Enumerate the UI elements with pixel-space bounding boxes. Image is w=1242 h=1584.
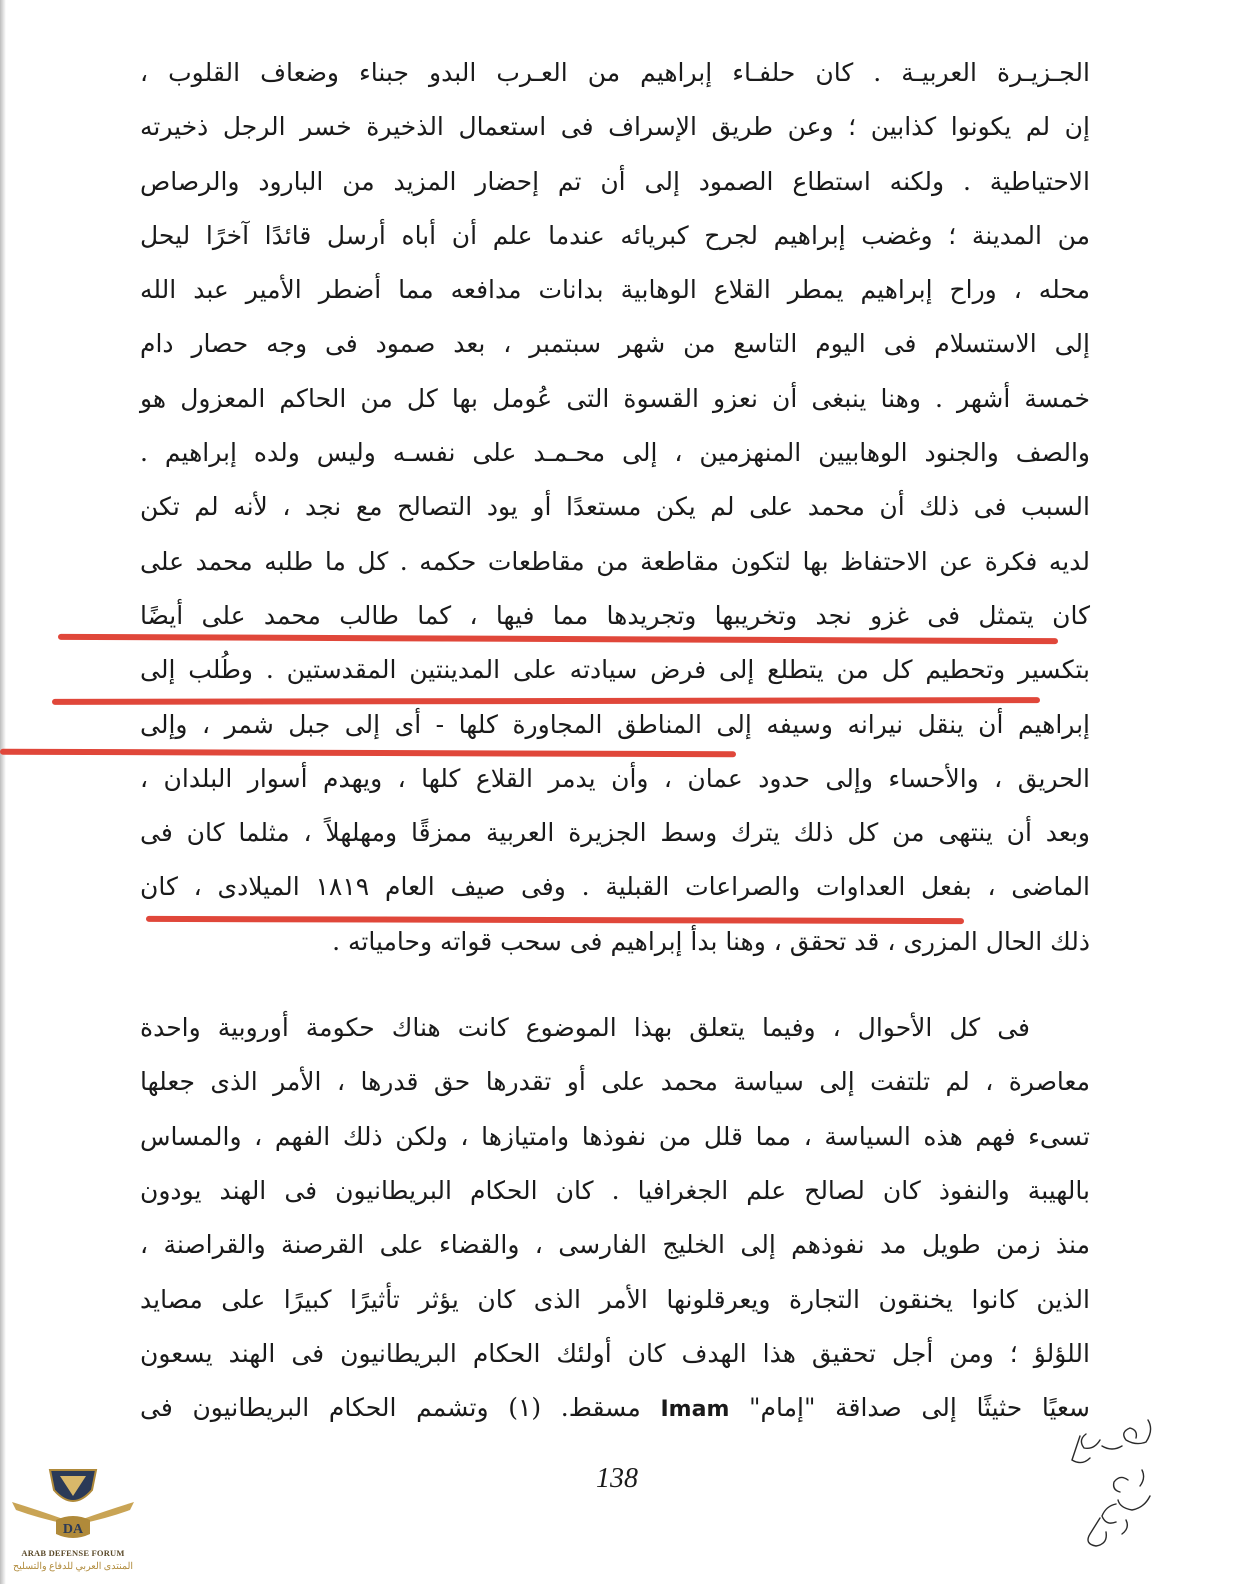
text-line: من المدينة ؛ وغضب إبراهيم لجرح كبريائه عندما علم أن أباه أرسل قائدًا آخرًا ليحل bbox=[140, 220, 1090, 250]
text-line: فى كل الأحوال ، وفيما يتعلق بهذا الموضوع كانت هناك حكومة أوروبية واحدة bbox=[140, 1013, 1030, 1043]
text-line: اللؤلؤ ؛ ومن أجل تحقيق هذا الهدف كان أولئك الحكام البريطانيون فى الهند يسعون bbox=[140, 1338, 1090, 1368]
text-line: الماضى ، بفعل العداوات والصراعات القبلية . وفى صيف العام ١٨١٩ الميلادى ، كان bbox=[140, 872, 1091, 902]
text-line: كان يتمثل فى غزو نجد وتخريبها وتجريدها مما فيها ، كما طالب محمد على أيضًا bbox=[140, 600, 1090, 630]
arabic-text-body bbox=[140, 46, 1090, 1435]
text-line: خمسة أشهر . وهنا ينبغى أن نعزو القسوة التى عُومل بها كل من الحاكم المعزول هو bbox=[140, 383, 1090, 413]
text-line: تسىء فهم هذه السياسة ، مما قلل من نفوذها وامتيازها ، ولكن ذلك الفهم ، والمساس bbox=[140, 1121, 1090, 1151]
paragraph-1 bbox=[140, 46, 1090, 969]
logo-title-en: ARAB DEFENSE FORUM bbox=[21, 1548, 125, 1558]
page-number: 138 bbox=[596, 1463, 638, 1494]
text-line: الجـزيـرة العربيـة . كان حلفـاء إبراهيم من العـرب البدو جبناء وضعاف القلوب ، bbox=[140, 58, 1090, 87]
text-line: وبعد أن ينتهى من كل ذلك يترك وسط الجزيرة العربية ممزقًا ومهلهلاً ، مثلما كان فى bbox=[140, 818, 1090, 848]
text-line: الاحتياطية . ولكنه استطاع الصمود إلى أن تم إحضار المزيد من البارود والرصاص bbox=[140, 166, 1090, 196]
text-line: إلى الاستسلام فى اليوم التاسع من شهر سبتمبر ، بعد صمود فى وجه حصار دام bbox=[140, 329, 1090, 359]
red-underline-mark bbox=[0, 749, 736, 758]
text-line: معاصرة ، لم تلتفت إلى سياسة محمد على أو تقدرها حق قدرها ، الأمر الذى جعلها bbox=[140, 1067, 1090, 1097]
logo-title-ar: المنتدى العربي للدفاع والتسليح bbox=[13, 1562, 133, 1572]
text-line: بالهيبة والنفوذ كان لصالح علم الجغرافيا . كان الحكام البريطانيون فى الهند يودون bbox=[140, 1175, 1090, 1205]
paragraph-gap bbox=[140, 969, 1090, 1001]
text-line: السبب فى ذلك أن محمد على لم يكن مستعدًا أو يود التصالح مع نجد ، لأنه لم تكن bbox=[140, 492, 1090, 522]
text-line: منذ زمن طويل مد نفوذهم إلى الخليج الفارسى ، والقضاء على القرصنة والقراصنة ، bbox=[140, 1230, 1090, 1260]
latin-term: Imam bbox=[660, 1397, 730, 1423]
paragraph-2 bbox=[140, 1001, 1090, 1435]
page-edge-shadow bbox=[0, 0, 6, 1584]
text-line: ذلك الحال المزرى ، قد تحقق ، وهنا بدأ إبراهيم فى سحب قواته وحامياته . bbox=[332, 926, 1090, 956]
text-line: الحريق ، والأحساء وإلى حدود عمان ، وأن يدمر القلاع كلها ، ويهدم أسوار البلدان ، bbox=[140, 763, 1090, 793]
text-line: إبراهيم أن ينقل نيرانه وسيفه إلى المناطق المجاورة كلها - أى إلى جبل شمر ، وإلى bbox=[140, 709, 1090, 739]
text-line: والصف والجنود الوهابيين المنهزمين ، إلى محـمـد على نفسـه وليس ولده إبراهيم . bbox=[140, 438, 1090, 468]
text-line: إن لم يكونوا كذابين ؛ وعن طريق الإسراف فى استعمال الذخيرة خسر الرجل ذخيرته bbox=[140, 112, 1090, 142]
text-segment: مسقط. (١) وتشمم الحكام البريطانيون فى bbox=[140, 1393, 641, 1423]
text-line: بتكسير وتحطيم كل من يتطلع إلى فرض سيادته على المدينتين المقدستين . وطُلب إلى bbox=[140, 655, 1091, 685]
text-line-with-latin bbox=[140, 1381, 1090, 1435]
logo-monogram: DA bbox=[62, 1522, 84, 1537]
text-segment: سعيًا حثيثًا إلى صداقة "إمام" bbox=[749, 1393, 1091, 1423]
text-line: الذين كانوا يخنقون التجارة ويعرقلونها الأمر الذى كان يؤثر تأثيرًا كبيرًا على مصايد bbox=[140, 1284, 1090, 1314]
handwritten-annotation bbox=[1030, 1400, 1190, 1560]
text-line: لديه فكرة عن الاحتفاظ بها لتكون مقاطعة من مقاطعات حكمه . كل ما طلبه محمد على bbox=[140, 546, 1090, 576]
text-line: محله ، وراح إبراهيم يمطر القلاع الوهابية بدانات مدافعه مما أضطر الأمير عبد الله bbox=[140, 275, 1090, 305]
